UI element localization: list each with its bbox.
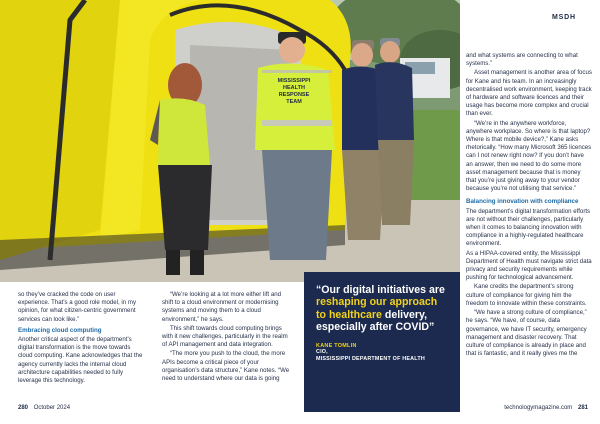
quote-attribution-role: CIO, [316,348,328,355]
vest-text-line-4: TEAM [286,99,302,105]
site-link[interactable]: technologymagazine.com [504,405,573,411]
paragraph: “The more you push to the cloud, the more APIs become a critical piece of your organisation’s data structure,” Kane notes. “We need to understand where our data is going [162,350,290,383]
section-tag: MSDH [552,14,576,21]
paragraph: “We’re looking at a lot more either lift and shift to a cloud environment or modernising systems and moving them to a cloud environment,” he says. [162,291,281,323]
column-1-text [18,291,146,386]
quote-attribution-name: KANE TOMLIN [316,342,357,349]
paragraph: so they’ve cracked the code on user experience. That’s a good role model, in my opinion, for what citizen-centric government services can look like.” [18,291,136,323]
footer-right [504,405,588,411]
column-2-text [162,291,290,384]
paragraph: Asset management is another area of focus for Kane and his team. In an increasingly decentralised work environment, keeping track of hardware and software licences and their usage has become more complex and crucial than ever. [466,69,592,118]
paragraph: “We’re in the anywhere workforce, anywhere workplace. So where is that laptop? Where is that mobile device?,” Kane asks rhetorically. “How many Microsoft 365 licences can I not renew right now? If you don’t have an answer, then we need to do some more asset management because that is money that you’re just giving away to your vendor because you’re not utilising that service.” [466,119,592,193]
vest-text-line-3: RESPONSE [278,92,310,98]
quote-attribution-org: MISSISSIPPI DEPARTMENT OF HEALTH [316,355,425,362]
pull-quote-text [316,284,450,334]
vest-text-line-2: HEALTH [283,85,305,91]
paragraph: “We have a strong culture of compliance,” he says. “We have, of course, data governance, we have IT security, emergency management and disaster recovery. That culture of compliance is already in place and that is fantastic, and it really gives me the [466,309,587,358]
quote-highlight: reshaping our approach to healthcare [316,296,438,321]
section-heading: Balancing innovation with compliance [466,198,579,206]
right-column-text [466,52,592,359]
paragraph: Another critical aspect of the department’s digital transformation is the move towards cloud computing. Kane acknowledges that the agency currently lacks the internal cloud architecture capabilities needed to fully leverage this technology. [18,336,143,385]
vest-text-line-1: MISSISSIPPI [277,78,311,84]
paragraph: The department’s digital transformation efforts are not without their challenges, particularly when it comes to balancing innovation with compliance in a highly-regulated healthcare environment. [466,207,591,248]
pull-quote [304,272,460,412]
paragraph: As a HIPAA-covered entity, the Mississippi Department of Health must navigate strict data privacy and security requirements while pushing for technological advancement. [466,249,592,282]
quote-part-2: delivery, especially after COVID” [316,308,435,334]
section-heading: Embracing cloud computing [18,326,102,334]
issue-date: October 2024 [33,405,71,411]
page-number-left: 280 [18,405,29,411]
paragraph: and what systems are connecting to what systems.” [466,52,578,68]
quote-part-1: “Our digital initiatives are [316,284,445,296]
footer-left [18,405,70,411]
paragraph: This shift towards cloud computing brings with it new challenges, particularly in the realm of API management and data integration. [162,324,288,349]
paragraph: Kane credits the department’s strong culture of compliance for giving him the freedom to innovate within these constraints. [466,283,587,307]
page-number-right: 281 [577,405,588,411]
